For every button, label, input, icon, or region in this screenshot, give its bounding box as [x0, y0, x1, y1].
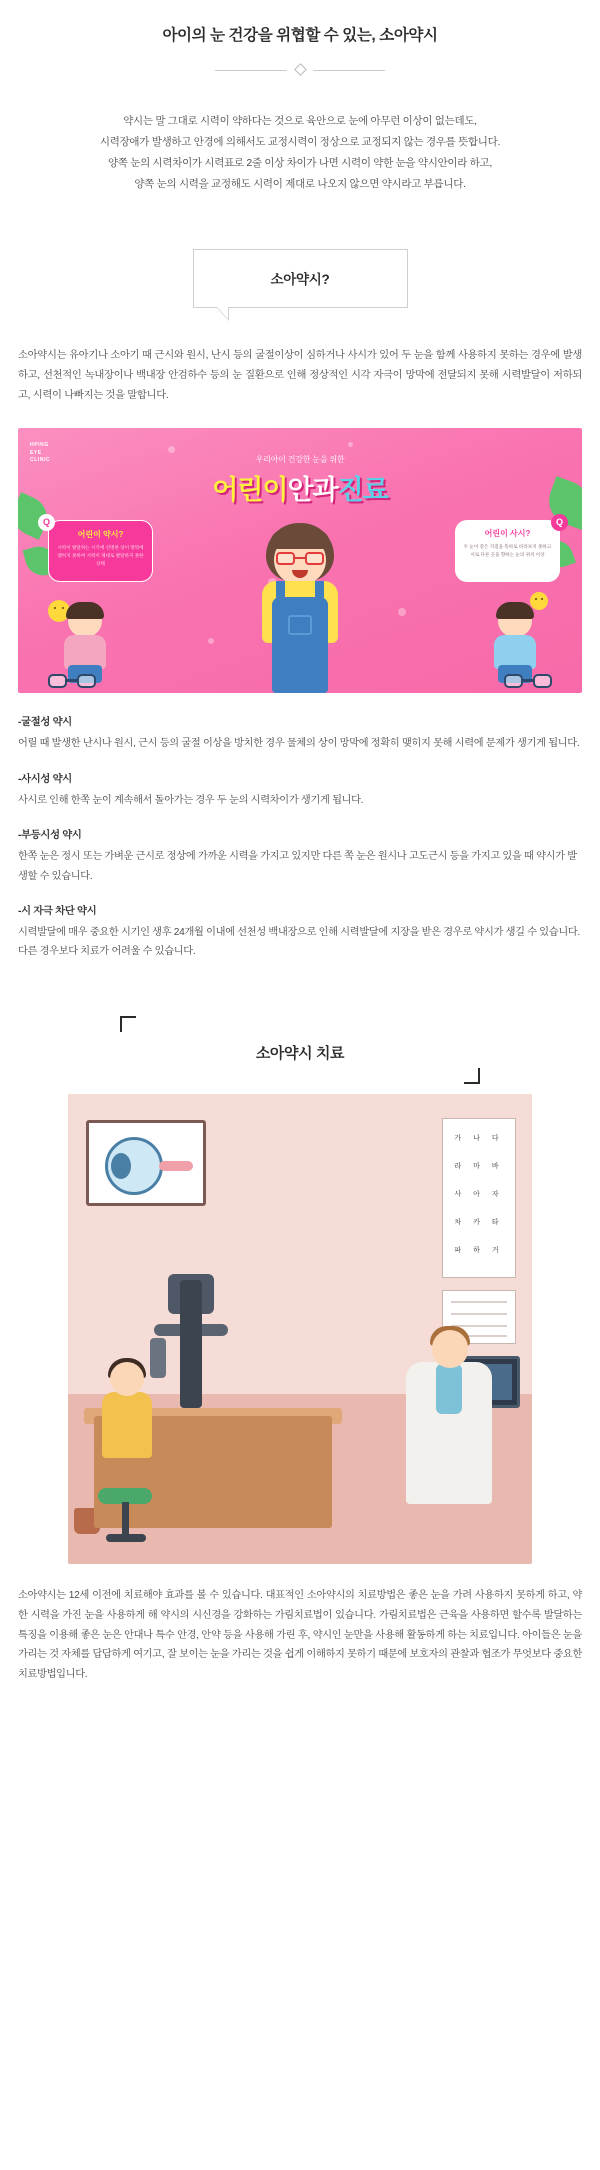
list-item — [18, 826, 582, 886]
eyeglasses-icon — [504, 674, 552, 689]
decor-dot — [168, 446, 175, 453]
doctor-head — [432, 1330, 468, 1368]
eye-chart-row: 사 아 자 — [454, 1190, 504, 1198]
decor-dot — [208, 638, 214, 644]
intro-line: 양쪽 눈의 시력차이가 시력표로 2줄 이상 차이가 나면 시력이 약한 눈을 약시안이라 하고, — [107, 157, 493, 170]
headline-part-3: 진료 — [337, 475, 388, 506]
child-figure-icon — [486, 605, 544, 685]
page-title: 아이의 눈 건강을 위협할 수 있는, 소아약시 — [162, 27, 438, 44]
corner-bracket-icon — [120, 1016, 136, 1032]
girl-with-glasses-icon — [248, 523, 352, 693]
stool-base — [106, 1534, 146, 1542]
diamond-divider-icon — [215, 63, 385, 77]
slit-lamp-icon — [180, 1280, 202, 1408]
banner-right-bubble-body: 두 눈이 같은 지점을 똑바로 바라보지 못하고 서로 다른 곳을 향하는 눈의 위치 이상 — [463, 544, 552, 558]
question-badge-icon: Q — [551, 514, 568, 531]
intro-line: 약시는 말 그대로 시력이 약하다는 것으로 육안으로 눈에 아무런 이상이 없는데도, — [123, 115, 477, 128]
question-bubble-label: 소아약시? — [270, 272, 330, 288]
eye-chart-row: 라 마 바 — [454, 1162, 504, 1170]
section-body: 어릴 때 발생한 난시나 원시, 근시 등의 굴절 이상을 방치한 경우 물체의 상이 망막에 정확히 맺히지 못해 시력에 문제가 생기게 됩니다. — [18, 738, 580, 750]
banner-right-bubble-title: 어린이 사시? — [484, 529, 531, 539]
child-head — [110, 1362, 144, 1396]
eye-exam-scene-illustration — [68, 1094, 532, 1564]
question-bubble-wrap — [0, 249, 600, 308]
banner-left-bubble-title: 어린이 약시? — [77, 530, 124, 540]
eye-chart-row: 파 하 거 — [454, 1246, 504, 1254]
section-title: -굴절성 약시 — [18, 717, 72, 729]
corner-bracket-icon — [464, 1068, 480, 1084]
headline-part-1: 어린이 — [212, 475, 288, 506]
child-patient-icon — [102, 1392, 152, 1458]
section-title: -시 자극 차단 약시 — [18, 905, 97, 917]
decor-dot — [348, 442, 353, 447]
section-body: 한쪽 눈은 정시 또는 가벼운 근시로 정상에 가까운 시력을 가지고 있지만 다른 쪽 눈은 원시나 고도근시 등을 가지고 있을 때 약시가 발생할 수 있습니다. — [18, 851, 577, 882]
bubble-tail-inner-icon — [217, 307, 228, 319]
child-figure-icon — [56, 605, 114, 685]
banner-left-bubble — [48, 520, 153, 582]
pediatric-eye-clinic-banner — [18, 428, 582, 693]
intro-line: 시력장애가 발생하고 안경에 의해서도 교정시력이 정상으로 교정되지 않는 경우를 뜻합니다. — [99, 136, 501, 149]
banner-left-bubble-body: 시력이 발달하는 시기에 선명한 상이 망막에 맺히지 못하여 시력이 제대로 발달하지 못한 상태 — [57, 545, 144, 567]
eye-chart-row: 가 나 다 — [454, 1134, 504, 1142]
closing-paragraph: 소아약시는 12세 이전에 치료해야 효과를 볼 수 있습니다. 대표적인 소아약시의 치료방법은 좋은 눈을 가려 사용하지 못하게 하고, 약한 시력을 가진 눈을 사용하게 해 약시의 시신경을 강화하는 가림치료법이 있습니다. 가림치료법은 근육을 사용하면 할수록 발달하는 특징을 이용해 좋은 눈은 안대나 특수 안경, 안약 등을 사용해 가린 후, 약시인 눈만을 사용해 활동하게 하는 치료입니다. 아이들은 눈을 가리는 것 자체를 답답하게 여기고, 잘 보이는 눈을 가리는 것을 쉽게 이해하지 못하기 때문에 보호자의 관찰과 협조가 무엇보다 중요한 치료방법입니다. — [18, 1589, 582, 1681]
treatment-heading-block — [0, 1016, 600, 1094]
page-header — [0, 0, 600, 77]
banner-kicker: 우리아이 건강한 눈을 위한 — [255, 455, 345, 465]
eye-chart-row: 차 카 타 — [454, 1218, 504, 1226]
section-body: 시력발달에 매우 중요한 시기인 생후 24개월 이내에 선천성 백내장으로 인해 시력발달에 지장을 받은 경우로 약시가 생길 수 있습니다. 다른 경우보다 치료가 어려울 수 있습니다. — [18, 926, 580, 958]
section-title: -사시성 약시 — [18, 773, 72, 785]
decor-dot — [398, 608, 406, 616]
clinic-logo: HPING EYE CLINIC — [30, 442, 51, 464]
headline-part-2: 안과 — [287, 475, 338, 506]
section-body: 사시로 인해 한쪽 눈이 계속해서 돌아가는 경우 두 눈의 시력차이가 생기게 됩니다. — [18, 794, 364, 806]
eye-chart-poster — [442, 1118, 516, 1278]
list-item — [18, 713, 582, 753]
list-item — [18, 770, 582, 810]
doctor-shirt — [436, 1364, 462, 1414]
question-bubble — [193, 249, 408, 308]
eyeglasses-icon — [48, 674, 96, 689]
treatment-heading: 소아약시 치료 — [255, 1044, 345, 1062]
stool-leg — [122, 1502, 129, 1536]
intro-line: 양쪽 눈의 시력을 교정해도 시력이 제대로 나오지 않으면 약시라고 부릅니다. — [134, 178, 466, 191]
banner-headline — [18, 468, 582, 507]
chin-rest — [150, 1338, 166, 1378]
list-item — [18, 902, 582, 962]
definition-paragraph: 소아약시는 유아기나 소아기 때 근시와 원시, 난시 등의 굴절이상이 심하거나 사시가 있어 두 눈을 함께 사용하지 못하는 경우에 발생하고, 선천적인 녹내장이나 백내장 안검하수 등의 눈 질환으로 인해 정상적인 시각 자극이 망막에 전달되지 못해 시력발달이 저하되고, 시력이 나빠지는 것을 말합니다. — [18, 350, 582, 402]
eye-anatomy-poster-icon — [86, 1120, 206, 1206]
question-badge-icon: Q — [38, 514, 55, 531]
banner-right-bubble — [455, 520, 560, 582]
amblyopia-type-list — [0, 713, 600, 961]
intro-paragraph — [0, 111, 600, 195]
section-title: -부등시성 약시 — [18, 830, 82, 842]
